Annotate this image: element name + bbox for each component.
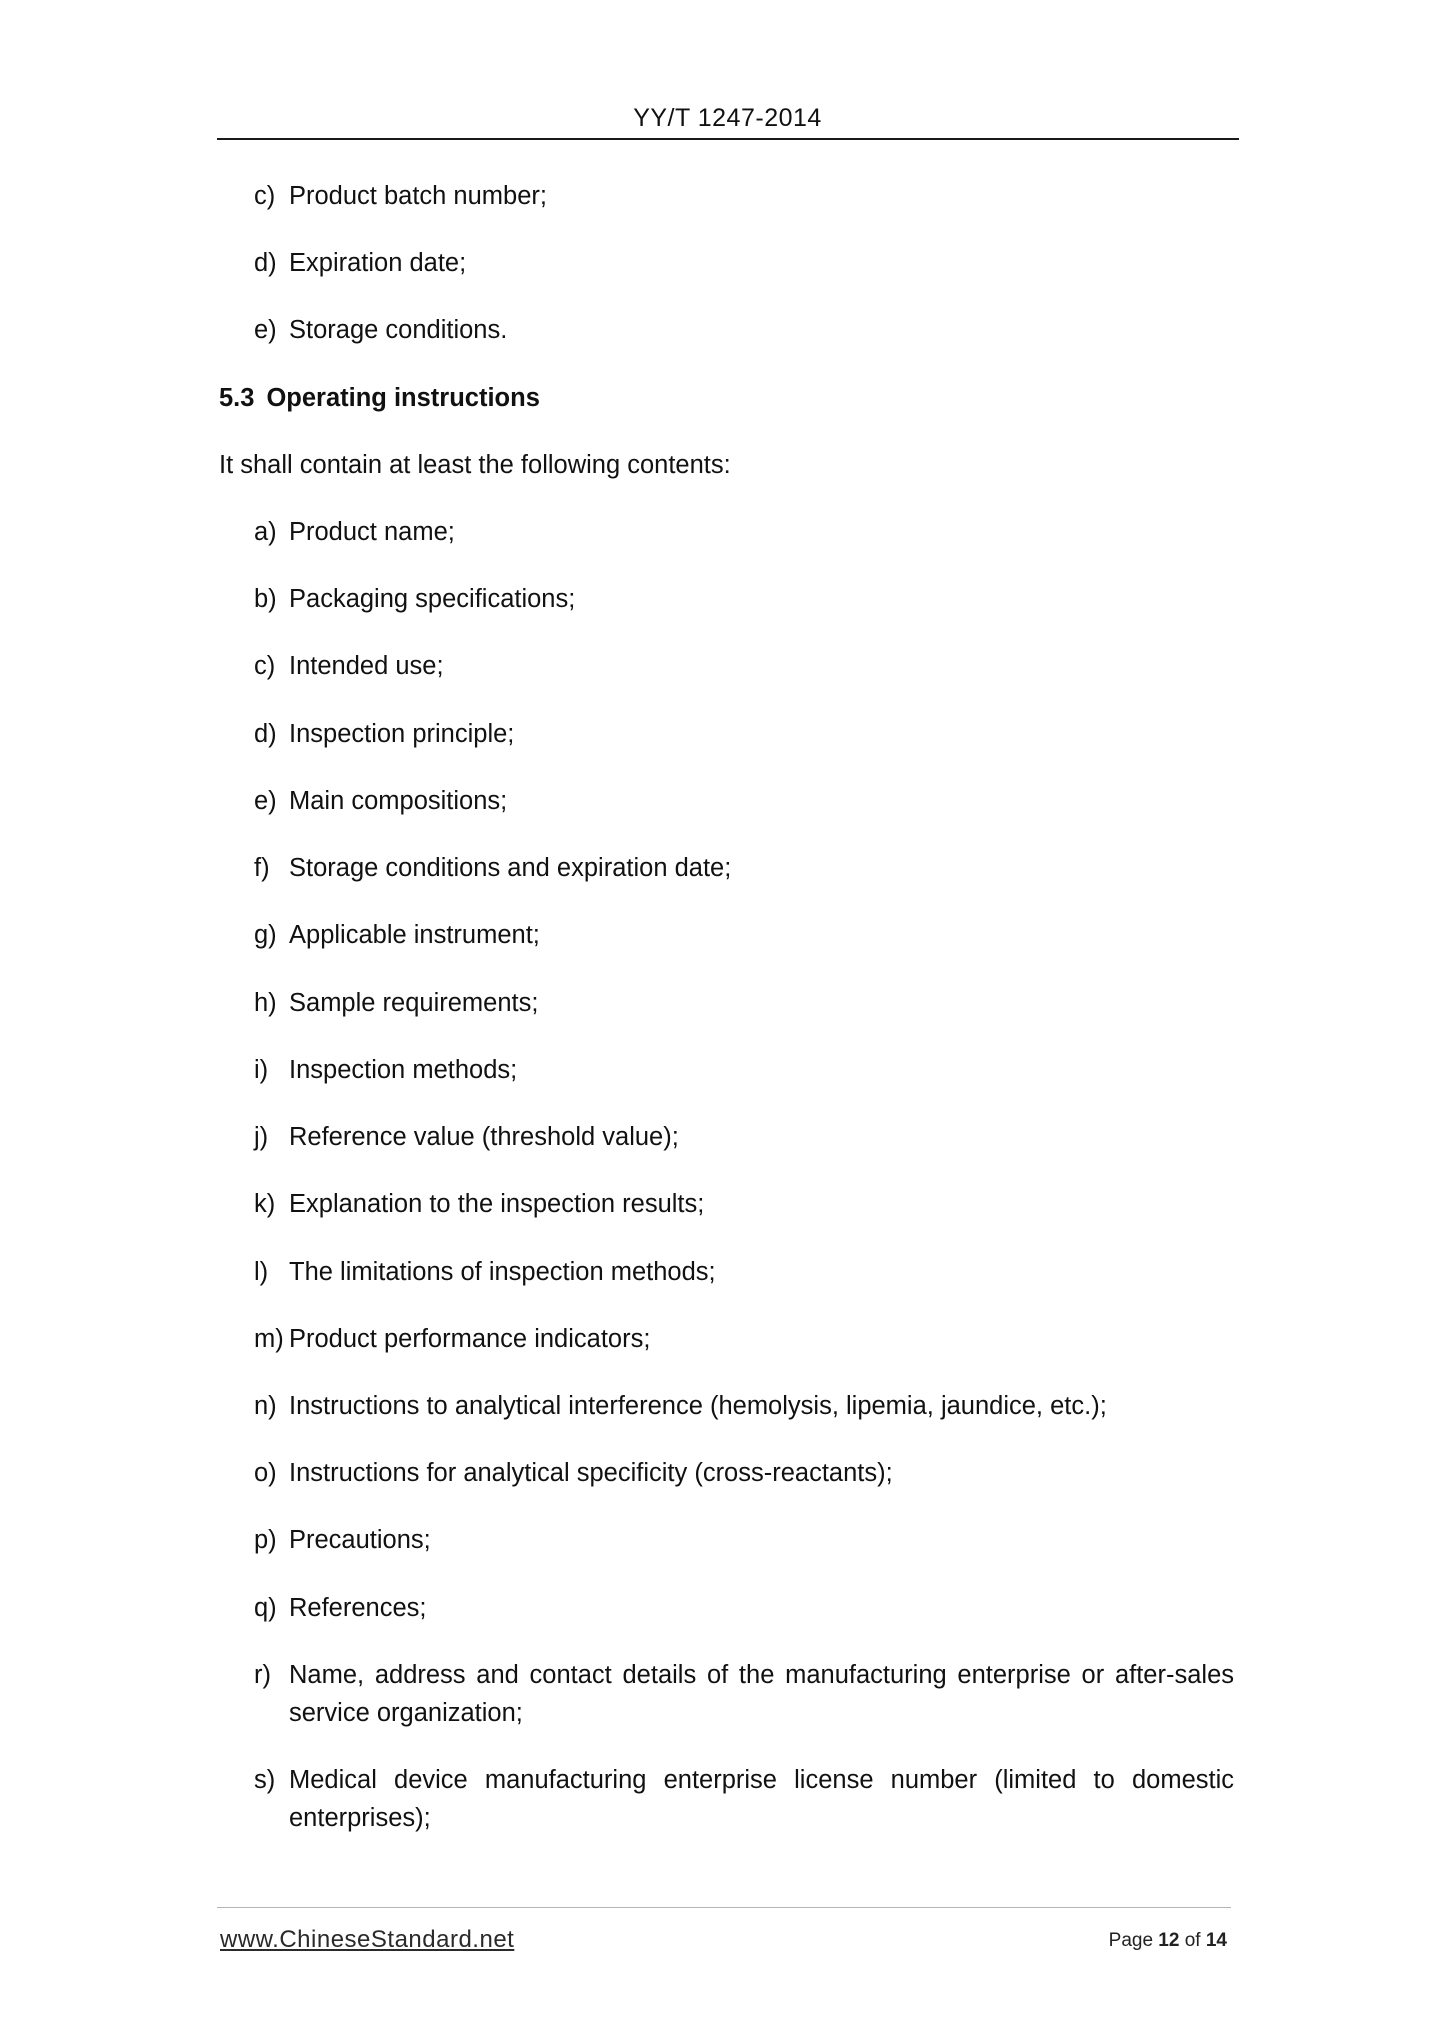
list-item — [254, 1387, 1234, 1425]
list-item — [254, 647, 1234, 685]
list-item-text: Storage conditions. — [289, 316, 508, 344]
list-item — [254, 1521, 1234, 1559]
list-item-marker: e) — [254, 316, 277, 344]
list-item-text: Instructions to analytical interference (hemolysis, lipemia, jaundice, etc.); — [289, 1392, 1107, 1420]
list-item-marker: m) — [254, 1325, 284, 1353]
list-item — [254, 1761, 1234, 1837]
list-item-text: Intended use; — [289, 652, 444, 680]
list-item — [254, 916, 1234, 954]
list-item-text: Reference value (threshold value); — [289, 1123, 679, 1151]
list-item-marker: o) — [254, 1459, 277, 1487]
section-number: 5.3 — [219, 384, 255, 412]
list-item-marker: n) — [254, 1392, 277, 1420]
list-item — [254, 580, 1234, 618]
list-item-text: Sample requirements; — [289, 989, 539, 1017]
page-number — [1109, 1930, 1227, 1952]
list-item-text: Explanation to the inspection results; — [289, 1190, 705, 1218]
list-item-text: Precautions; — [289, 1526, 431, 1554]
list-item-text: Applicable instrument; — [289, 921, 540, 949]
footer-divider — [217, 1907, 1231, 1908]
list-item — [254, 1051, 1234, 1089]
list-item-marker: d) — [254, 720, 277, 748]
list-item-text: Product performance indicators; — [289, 1325, 651, 1353]
list-item — [254, 1454, 1234, 1492]
list-item — [254, 984, 1234, 1022]
list-item — [254, 1589, 1234, 1627]
page-total: 14 — [1205, 1930, 1227, 1951]
list-item — [254, 782, 1234, 820]
list-item — [254, 513, 1234, 551]
list-item-text: Product name; — [289, 518, 455, 546]
list-item-text: Packaging specifications; — [289, 585, 576, 613]
list-item-text: Inspection methods; — [289, 1056, 518, 1084]
running-header-title: YY/T 1247-2014 — [633, 104, 822, 132]
list-item-marker: a) — [254, 518, 277, 546]
list-item-marker: c) — [254, 182, 276, 210]
list-item — [254, 177, 1234, 215]
list-item-text: Product batch number; — [289, 182, 547, 210]
section-title: Operating instructions — [266, 384, 540, 412]
list-item-marker: s) — [254, 1766, 276, 1794]
list-item-marker: h) — [254, 989, 277, 1017]
list-item-marker: p) — [254, 1526, 277, 1554]
page-current: 12 — [1158, 1930, 1180, 1951]
list-item-marker: q) — [254, 1594, 277, 1622]
list-item-marker: e) — [254, 787, 277, 815]
list-item-marker: f) — [254, 854, 270, 882]
list-item-marker: j) — [254, 1123, 269, 1151]
page-of: of — [1184, 1930, 1201, 1951]
list-item — [254, 1118, 1234, 1156]
section-heading — [219, 379, 540, 417]
list-item-text: Instructions for analytical specificity (cross-reactants); — [289, 1459, 893, 1487]
list-item — [254, 311, 1234, 349]
page-prefix: Page — [1108, 1930, 1154, 1951]
list-item-marker: b) — [254, 585, 277, 613]
list-item — [254, 1656, 1234, 1732]
list-item-text: References; — [289, 1594, 427, 1622]
section-intro: It shall contain at least the following contents: — [219, 451, 731, 479]
list-item-text: Expiration date; — [289, 249, 467, 277]
list-item-marker: i) — [254, 1056, 269, 1084]
footer-website-link[interactable]: www.ChineseStandard.net — [220, 1926, 515, 1953]
list-item-marker: r) — [254, 1661, 271, 1689]
list-item-text: Medical device manufacturing enterprise license number (limited to domestic enterprises); — [289, 1766, 1234, 1832]
header-divider — [217, 138, 1239, 140]
list-item-marker: g) — [254, 921, 277, 949]
list-item-marker: d) — [254, 249, 277, 277]
list-item — [254, 1185, 1234, 1223]
list-item — [254, 244, 1234, 282]
list-item-text: Name, address and contact details of the manufacturing enterprise or after-sales service organization; — [289, 1661, 1234, 1727]
list-item-text: Storage conditions and expiration date; — [289, 854, 732, 882]
list-item-text: Inspection principle; — [289, 720, 515, 748]
list-item-marker: l) — [254, 1258, 269, 1286]
list-item-text: The limitations of inspection methods; — [289, 1258, 716, 1286]
list-item-marker: k) — [254, 1190, 276, 1218]
list-item — [254, 715, 1234, 753]
list-item — [254, 1320, 1234, 1358]
list-item — [254, 849, 1234, 887]
list-item-text: Main compositions; — [289, 787, 508, 815]
list-item — [254, 1253, 1234, 1291]
list-item-marker: c) — [254, 652, 276, 680]
